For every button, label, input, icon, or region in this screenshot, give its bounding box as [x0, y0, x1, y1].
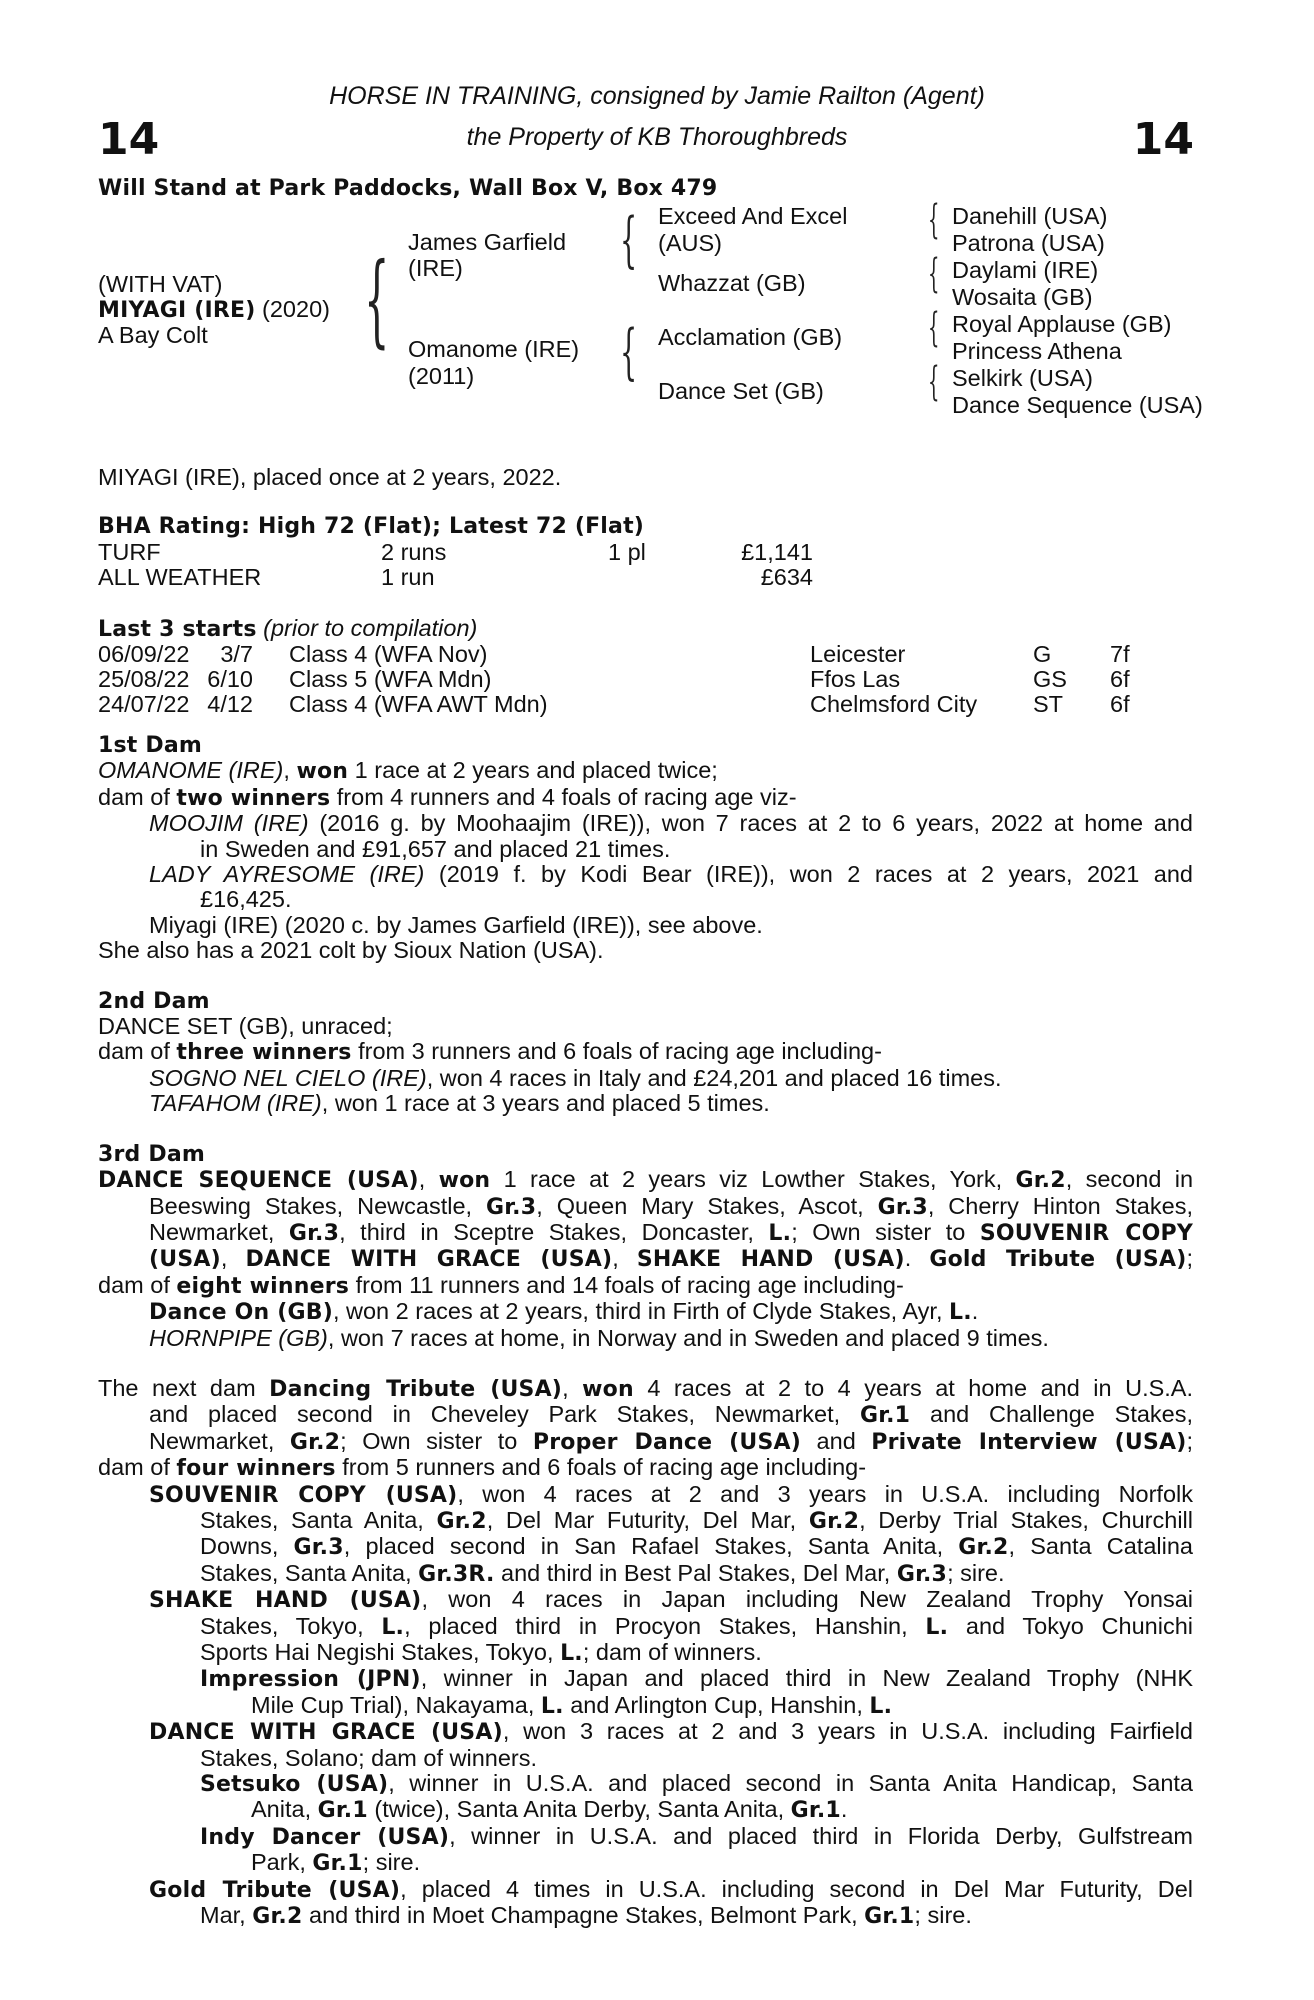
text: Stakes, Santa Anita, — [200, 1506, 437, 1533]
start-going: GS — [1033, 666, 1067, 692]
rating-runs: 2 runs — [381, 539, 447, 565]
text: Stakes, Santa Anita, — [200, 1559, 419, 1586]
text: , winner in U.S.A. and placed third in Florida Derby, Gulfstream — [449, 1822, 1193, 1849]
text: from 4 runners and 4 foals of racing age viz- — [330, 783, 797, 810]
text: ; sire. — [362, 1849, 421, 1876]
text: . — [840, 1796, 848, 1823]
text: , winner in U.S.A. and placed second in Santa Anita Handicap, Santa — [388, 1770, 1193, 1797]
sire-sire-1: Exceed And Excel — [658, 203, 848, 229]
text: dam of — [98, 783, 177, 810]
next-dam-produce-line — [98, 1455, 1193, 1481]
last-starts-note: (prior to compilation) — [263, 615, 478, 641]
text: , winner in Japan and placed third in New Zealand Trophy (NHK — [420, 1665, 1194, 1692]
gold-tribute-line-2 — [98, 1903, 1193, 1929]
start-position: 3/7 — [220, 641, 253, 667]
dam-sections — [98, 733, 1193, 1929]
text: , placed second in San Rafael Stakes, Santa Anita, — [343, 1533, 959, 1560]
start-going: ST — [1033, 691, 1064, 717]
third-dam-title: 3rd Dam — [98, 1141, 205, 1167]
won-word: won — [296, 759, 349, 785]
shake-hand-line-2 — [98, 1614, 1193, 1640]
produce-name: SHAKE HAND (USA) — [149, 1588, 422, 1614]
grade: Gr.1 — [312, 1851, 363, 1877]
text: , won 1 race at 3 years and placed 5 times. — [321, 1090, 770, 1117]
grade: L. — [869, 1693, 893, 1719]
text: Newmarket, — [149, 1218, 289, 1245]
grade: Gr.3 — [293, 1535, 344, 1561]
last-starts-heading — [98, 616, 477, 642]
sire-line-2: (IRE) — [408, 255, 463, 281]
great-5: Royal Applause (GB) — [952, 311, 1172, 337]
great-2: Patrona (USA) — [952, 230, 1105, 256]
start-position: 6/10 — [207, 666, 253, 692]
grade: L. — [949, 1300, 972, 1326]
rating-earnings: £1,141 — [741, 539, 813, 565]
shake-hand-line-3 — [98, 1640, 1193, 1666]
dance-with-grace-line-2: Stakes, Solano; dam of winners. — [200, 1744, 538, 1771]
text: Newmarket, — [149, 1427, 290, 1454]
great-8: Dance Sequence (USA) — [952, 392, 1203, 418]
impression-line-2 — [98, 1693, 1193, 1719]
produce-name: Dance On (GB) — [149, 1300, 333, 1326]
text: . — [971, 1298, 979, 1325]
produce-shake-hand — [98, 1587, 1193, 1613]
first-dam-produce-line — [98, 785, 1193, 811]
consignor-line: HORSE IN TRAINING, consigned by Jamie Railton (Agent) — [329, 82, 985, 110]
next-dam-line-1 — [98, 1376, 1193, 1402]
text: ; — [1186, 1245, 1193, 1272]
grade: Gr.3 — [877, 1194, 928, 1220]
text: , second in — [1065, 1166, 1194, 1193]
grade: Gr.2 — [808, 1508, 860, 1534]
start-distance: 6f — [1110, 691, 1130, 717]
horse-name: Proper Dance (USA) — [532, 1429, 802, 1455]
horse-name: SOUVENIR COPY — [979, 1220, 1193, 1246]
start-class: Class 4 (WFA Nov) — [289, 641, 488, 667]
souvenir-copy-line-4 — [98, 1561, 1193, 1587]
lot-number-left: 14 — [98, 114, 160, 165]
produce-moojim — [98, 811, 1193, 836]
second-dam-line: DANCE SET (GB), unraced; — [98, 1013, 393, 1040]
produce-hornpipe — [98, 1326, 1193, 1351]
start-date: 24/07/22 — [98, 691, 190, 717]
brace-6: { — [928, 305, 940, 351]
brace-2: { — [620, 205, 638, 275]
start-class: Class 5 (WFA Mdn) — [289, 666, 492, 692]
text: 4 races at 2 to 4 years at home and in U.S.A. — [633, 1374, 1194, 1401]
text: (2016 g. by Moohaajim (IRE)), won 7 races at 2 to 6 years, 2022 at home and — [308, 810, 1194, 837]
next-dam-line-3 — [98, 1429, 1193, 1455]
text: ; Own sister to — [791, 1218, 980, 1245]
text: ; sire. — [914, 1902, 972, 1929]
grade: Gr.1 — [859, 1403, 911, 1429]
brace-5: { — [928, 251, 940, 297]
great-4: Wosaita (GB) — [952, 284, 1093, 310]
grade: L. — [560, 1641, 583, 1666]
rating-row-turf — [98, 540, 1193, 566]
produce-name: DANCE WITH GRACE (USA) — [149, 1720, 503, 1746]
rating-placed: 1 pl — [608, 539, 646, 565]
text: from 11 runners and 14 foals of racing age including- — [349, 1271, 904, 1298]
text: , Queen Mary Stakes, Ascot, — [536, 1192, 878, 1219]
grade: Gr.1 — [864, 1904, 915, 1930]
lot-number-right: 14 — [1132, 114, 1194, 165]
text: ; sire. — [947, 1559, 1005, 1586]
start-course: Ffos Las — [810, 666, 901, 692]
text: . — [904, 1245, 930, 1272]
horse-name: (USA) — [149, 1247, 221, 1273]
brace-4: { — [928, 197, 940, 243]
start-distance: 6f — [1110, 666, 1130, 692]
text: Mar, — [200, 1902, 253, 1929]
next-dam-line-2 — [98, 1402, 1193, 1428]
grade: L. — [540, 1693, 564, 1719]
text: , Santa Catalina — [1008, 1533, 1193, 1560]
text: (2019 f. by Kodi Bear (IRE)), won 2 races at 2 years, 2021 and — [424, 861, 1193, 888]
grade: Gr.3 — [486, 1194, 537, 1220]
text: from 3 runners and 6 foals of racing age including- — [351, 1038, 882, 1065]
text: Anita, — [251, 1796, 318, 1823]
text: , won 4 races at 2 and 3 years in U.S.A. including Norfolk — [457, 1480, 1194, 1507]
third-dam-line-3 — [98, 1220, 1193, 1246]
vat-label: (WITH VAT) — [98, 271, 223, 297]
produce-name: HORNPIPE (GB) — [149, 1324, 328, 1351]
great-1: Danehill (USA) — [952, 203, 1108, 229]
produce-setsuko — [98, 1771, 1193, 1797]
produce-name: Impression (JPN) — [200, 1667, 421, 1693]
text: , — [418, 1166, 439, 1193]
start-course: Chelmsford City — [810, 691, 978, 717]
produce-name: Setsuko (USA) — [200, 1772, 389, 1798]
rating-surface: TURF — [98, 539, 161, 565]
sire-line-1: James Garfield — [408, 229, 567, 255]
produce-lady-ayresome — [98, 862, 1193, 887]
brace-1: { — [364, 241, 390, 358]
produce-name: TAFAHOM (IRE) — [149, 1090, 322, 1117]
grade: L. — [381, 1614, 405, 1640]
grade: Gr.3 — [896, 1561, 948, 1587]
text: and third in Moet Champagne Stakes, Belmont Park, — [302, 1902, 865, 1929]
grade: Gr.2 — [289, 1429, 341, 1455]
text: , Del Mar Futurity, Del Mar, — [486, 1506, 809, 1533]
horse-name: SHAKE HAND (USA) — [636, 1247, 905, 1273]
first-dam-title: 1st Dam — [98, 733, 203, 758]
horse-year: (2020) — [262, 296, 330, 322]
dam-name: OMANOME (IRE) — [98, 757, 284, 784]
second-dam-title: 2nd Dam — [98, 988, 210, 1014]
text: and placed second in Cheveley Park Stakes, Newmarket, — [149, 1401, 860, 1428]
rating-earnings: £634 — [760, 564, 813, 590]
won-word: won — [438, 1168, 491, 1194]
third-dam-produce-line — [98, 1273, 1193, 1299]
start-course: Leicester — [810, 641, 906, 667]
produce-name: LADY AYRESOME (IRE) — [149, 861, 425, 888]
setsuko-line-2 — [98, 1797, 1193, 1823]
third-dam-line-4 — [98, 1246, 1193, 1272]
great-7: Selkirk (USA) — [952, 365, 1094, 391]
text: , — [562, 1374, 583, 1401]
first-dam-line — [98, 758, 1193, 784]
start-row — [98, 642, 1193, 668]
produce-name: Indy Dancer (USA) — [200, 1824, 450, 1850]
rating-runs: 1 run — [381, 564, 435, 590]
brace-3: { — [620, 317, 638, 387]
produce-lady-ayresome-cont: £16,425. — [200, 886, 292, 913]
produce-name: SOUVENIR COPY (USA) — [149, 1482, 458, 1508]
second-dam-produce-line — [98, 1039, 1193, 1065]
text: (twice), Santa Anita Derby, Santa Anita, — [367, 1796, 791, 1823]
text: Mile Cup Trial), Nakayama, — [251, 1691, 541, 1718]
text: , Derby Trial Stakes, Churchill — [859, 1506, 1193, 1533]
text: Sports Hai Negishi Stakes, Tokyo, — [200, 1639, 561, 1665]
produce-gold-tribute — [98, 1877, 1193, 1903]
text: , — [220, 1245, 246, 1272]
produce-miyagi: Miyagi (IRE) (2020 c. by James Garfield (IRE)), see above. — [149, 911, 763, 938]
text: and Arlington Cup, Hanshin, — [563, 1691, 870, 1718]
winners-count: three winners — [176, 1040, 352, 1066]
grade: Gr.2 — [1015, 1168, 1066, 1194]
produce-also: She also has a 2021 colt by Sioux Nation (USA). — [98, 937, 604, 964]
produce-name: SOGNO NEL CIELO (IRE) — [149, 1064, 427, 1091]
dam-dam: Dance Set (GB) — [658, 378, 824, 404]
winners-count: eight winners — [176, 1273, 350, 1299]
text: dam of — [98, 1454, 177, 1481]
third-dam-line-2 — [98, 1194, 1193, 1220]
text: , Cherry Hinton Stakes, — [927, 1192, 1193, 1219]
horse-name: MIYAGI (IRE) — [98, 298, 256, 323]
text: , placed third in Procyon Stakes, Hanshin, — [404, 1612, 926, 1639]
start-position: 4/12 — [207, 691, 253, 717]
text: Downs, — [200, 1533, 294, 1560]
text: and third in Best Pal Stakes, Del Mar, — [494, 1559, 897, 1586]
dam-line-1: Omanome (IRE) — [408, 336, 580, 362]
dam-sire: Acclamation (GB) — [658, 324, 843, 350]
sire-dam: Whazzat (GB) — [658, 270, 806, 296]
horse-name: DANCE WITH GRACE (USA) — [245, 1247, 613, 1273]
text: Beeswing Stakes, Newcastle, — [149, 1192, 486, 1219]
rating-row-all-weather — [98, 565, 1193, 591]
sire-sire-2: (AUS) — [658, 230, 722, 256]
horse-name: Gold Tribute (USA) — [929, 1247, 1187, 1273]
text: , won 2 races at 2 years, third in Firth of Clyde Stakes, Ayr, — [332, 1298, 950, 1325]
brace-7: { — [928, 359, 940, 405]
souvenir-copy-line-2 — [98, 1508, 1193, 1534]
text: , — [612, 1245, 637, 1272]
great-6: Princess Athena — [952, 338, 1122, 364]
start-date: 06/09/22 — [98, 641, 190, 667]
dam-name: DANCE SEQUENCE (USA) — [98, 1168, 419, 1194]
produce-indy-dancer — [98, 1824, 1193, 1850]
produce-moojim-cont: in Sweden and £91,657 and placed 21 times. — [200, 835, 671, 862]
grade: Gr.3R. — [418, 1561, 495, 1587]
text: ; — [1186, 1427, 1194, 1454]
start-class: Class 4 (WFA AWT Mdn) — [289, 691, 548, 717]
text: dam of — [98, 1271, 177, 1298]
grade: Gr.1 — [317, 1798, 368, 1824]
grade: L. — [768, 1220, 792, 1246]
produce-name: MOOJIM (IRE) — [149, 810, 309, 837]
text: and — [801, 1427, 872, 1454]
start-going: G — [1033, 641, 1052, 667]
produce-sogno — [98, 1066, 1193, 1091]
horse-name: Private Interview (USA) — [871, 1429, 1187, 1455]
text: , won 4 races in Japan including New Zealand Trophy Yonsai — [421, 1586, 1193, 1613]
text: , placed 4 times in U.S.A. including second in Del Mar Futurity, Del — [400, 1875, 1193, 1902]
grade: L. — [925, 1614, 949, 1640]
indy-dancer-line-2 — [98, 1850, 1193, 1876]
produce-dance-with-grace — [98, 1719, 1193, 1745]
produce-souvenir-copy — [98, 1482, 1193, 1508]
winners-count: four winners — [176, 1456, 336, 1482]
property-line: the Property of KB Thoroughbreds — [466, 123, 848, 151]
text: and Tokyo Chunichi — [948, 1612, 1193, 1639]
winners-count: two winners — [176, 785, 331, 811]
text: , third in Sceptre Stakes, Doncaster, — [339, 1218, 769, 1245]
grade: Gr.1 — [790, 1798, 841, 1824]
grade: Gr.2 — [436, 1508, 487, 1534]
text: dam of — [98, 1038, 177, 1065]
text: Park, — [251, 1849, 313, 1876]
horse-name-line — [98, 297, 330, 323]
grade: Gr.2 — [252, 1904, 303, 1930]
souvenir-copy-line-3 — [98, 1534, 1193, 1560]
text: , — [283, 757, 297, 784]
text: Stakes, Tokyo, — [200, 1612, 382, 1639]
text: , won 4 races in Italy and £24,201 and placed 16 times. — [426, 1064, 1002, 1091]
start-row — [98, 667, 1193, 693]
rating-surface: ALL WEATHER — [98, 564, 262, 590]
start-date: 25/08/22 — [98, 666, 190, 692]
produce-dance-on — [98, 1299, 1193, 1325]
grade: Gr.2 — [958, 1535, 1009, 1561]
won-word: won — [582, 1376, 634, 1402]
text: , won 3 races at 2 and 3 years in U.S.A. including Fairfield — [502, 1718, 1193, 1745]
start-distance: 7f — [1110, 641, 1130, 667]
text: ; dam of winners. — [582, 1639, 762, 1665]
produce-name: Gold Tribute (USA) — [149, 1877, 401, 1903]
racing-summary: MIYAGI (IRE), placed once at 2 years, 2022. — [98, 464, 562, 490]
text: The next dam — [98, 1374, 270, 1401]
text: from 5 runners and 6 foals of racing age including- — [335, 1454, 867, 1481]
produce-impression — [98, 1666, 1193, 1692]
stand-location: Will Stand at Park Paddocks, Wall Box V, Box 479 — [98, 176, 718, 201]
horse-description: A Bay Colt — [98, 322, 208, 348]
text: and Challenge Stakes, — [910, 1401, 1194, 1428]
grade: Gr.3 — [288, 1220, 340, 1246]
text: , won 7 races at home, in Norway and in Sweden and placed 9 times. — [327, 1324, 1049, 1351]
text: 1 race at 2 years and placed twice; — [348, 757, 718, 784]
great-3: Daylami (IRE) — [952, 257, 1099, 283]
third-dam-line-1 — [98, 1167, 1193, 1193]
last-starts-title: Last 3 starts — [98, 617, 257, 642]
produce-tafahom — [98, 1091, 1193, 1116]
bha-rating-title: BHA Rating: High 72 (Flat); Latest 72 (Flat) — [98, 514, 645, 539]
text: ; Own sister to — [340, 1427, 533, 1454]
text: 1 race at 2 years viz Lowther Stakes, York, — [490, 1166, 1016, 1193]
start-row — [98, 692, 1193, 718]
dam-name: Dancing Tribute (USA) — [269, 1376, 563, 1402]
dam-line-2: (2011) — [408, 363, 475, 389]
